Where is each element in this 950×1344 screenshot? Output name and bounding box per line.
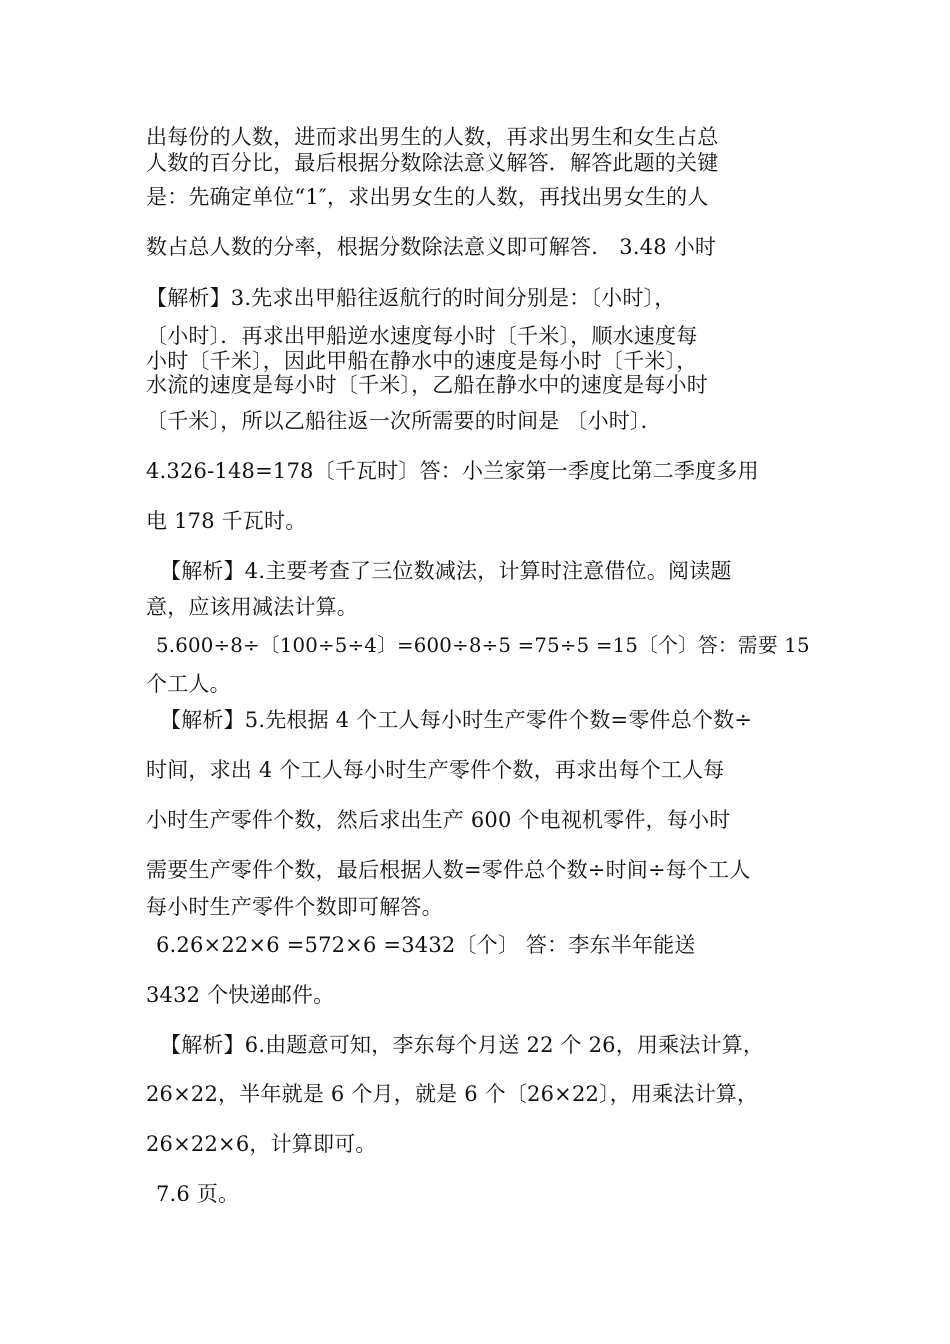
text-line: 需要生产零件个数，最后根据人数=零件总个数÷时间÷每个工人 bbox=[146, 858, 751, 882]
text-line: 26×22×6，计算即可。 bbox=[146, 1132, 377, 1156]
text-line: 个工人。 bbox=[146, 672, 231, 696]
text-line: 26×22，半年就是 6 个月，就是 6 个〔26×22〕，用乘法计算， bbox=[146, 1082, 759, 1106]
text-line: 水流的速度是每小时〔千米〕，乙船在静水中的速度是每小时 bbox=[146, 373, 708, 397]
text-line: 【解析】3.先求出甲船往返航行的时间分别是：〔小时〕， bbox=[146, 286, 676, 310]
text-line: 数占总人数的分率，根据分数除法意义即可解答． 3.48 小时 bbox=[146, 235, 717, 259]
text-line: 7.6 页。 bbox=[156, 1182, 240, 1206]
text-line: 【解析】6.由题意可知，李东每个月送 22 个 26，用乘法计算， bbox=[160, 1033, 765, 1057]
text-line: 小时生产零件个数，然后求出生产 600 个电视机零件，每小时 bbox=[146, 808, 731, 832]
text-line: 6.26×22×6 =572×6 =3432〔个〕 答：李东半年能送 bbox=[156, 933, 696, 957]
text-line: 5.600÷8÷〔100÷5÷4〕=600÷8÷5 =75÷5 =15〔个〕答：需要 15 bbox=[156, 634, 810, 657]
text-line: 〔千米〕，所以乙船往返一次所需要的时间是 〔小时〕． bbox=[146, 409, 662, 433]
text-line: 是：先确定单位“1″，求出男女生的人数，再找出男女生的人 bbox=[146, 185, 709, 209]
text-line: 小时〔千米〕，因此甲船在静水中的速度是每小时〔千米〕， bbox=[146, 349, 698, 373]
text-line: 〔小时〕．再求出甲船逆水速度每小时〔千米〕，顺水速度每 bbox=[146, 324, 698, 348]
text-line: 意，应该用减法计算。 bbox=[146, 595, 358, 619]
text-line: 【解析】5.先根据 4 个工人每小时生产零件个数=零件总个数÷ bbox=[160, 708, 753, 732]
text-line: 电 178 千瓦时。 bbox=[146, 509, 307, 533]
text-line: 3432 个快递邮件。 bbox=[146, 983, 335, 1007]
text-line: 人数的百分比，最后根据分数除法意义解答．解答此题的关键 bbox=[146, 151, 719, 175]
text-line: 每小时生产零件个数即可解答。 bbox=[146, 895, 443, 919]
text-line: 【解析】4.主要考查了三位数减法，计算时注意借位。阅读题 bbox=[160, 559, 732, 583]
text-line: 出每份的人数，进而求出男生的人数，再求出男生和女生占总 bbox=[146, 125, 719, 149]
text-line: 4.326-148=178〔千瓦时〕答：小兰家第一季度比第二季度多用 bbox=[146, 459, 759, 483]
text-line: 时间，求出 4 个工人每小时生产零件个数，再求出每个工人每 bbox=[146, 758, 725, 782]
